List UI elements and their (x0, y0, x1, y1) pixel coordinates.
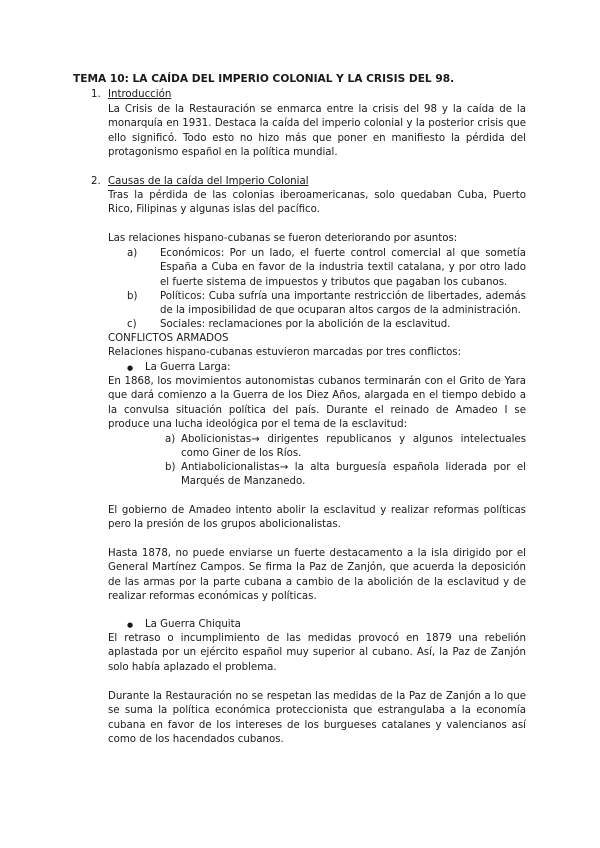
section-1-number: 1. (91, 89, 101, 100)
cause-a-label: a) (127, 248, 138, 259)
restauracion-paragraph: Durante la Restauración no se respetan las medidas de la Paz de Zanjón a lo que se suma la política económica proteccionista que estrangulaba a la economía cubana en favor de los intereses de los burgueses catalanes y valencianos así como de los hacendados cubanos. (108, 691, 526, 746)
section-1-heading: Introducción (108, 89, 172, 100)
guerra-chiquita-name: La Guerra Chiquita (145, 619, 241, 630)
section-2-number: 2. (91, 176, 101, 187)
conflicts-heading: CONFLICTOS ARMADOS (108, 333, 229, 344)
guerra-larga-paragraph-2: El gobierno de Amadeo intento abolir la esclavitud y realizar reformas políticas pero la presión de los grupos abolicionalistas. (108, 505, 526, 531)
bullet-icon: ● (127, 364, 134, 372)
causes-paragraph: Tras la pérdida de las colonias iberoamericanas, solo quedaban Cuba, Puerto Rico, Filipinas y algunas islas del pacífico. (108, 190, 526, 216)
guerra-larga-name: La Guerra Larga: (145, 362, 231, 373)
page-title: TEMA 10: LA CAÍDA DEL IMPERIO COLONIAL Y LA CRISIS DEL 98. (73, 73, 455, 85)
guerra-larga-paragraph: En 1868, los movimientos autonomistas cubanos terminarán con el Grito de Yara que dará comienzo a la Guerra de los Diez Años, alargada en el tiempo debido a la convulsa situación política del país. Durante el reinado de Amadeo I se produce una lucha ideológica por el tema de la esclavitud: (108, 376, 526, 431)
section-2-heading: Causas de la caída del Imperio Colonial (108, 176, 309, 187)
cause-a-text: Económicos: Por un lado, el fuerte control comercial al que sometía España a Cuba en favor de la industria textil catalana, y por otro lado el fuerte sistema de impuestos y tributos que pagaban los cubanos. (160, 248, 526, 288)
cause-c-label: c) (127, 319, 137, 330)
side-b-label: b) (165, 462, 176, 473)
relations-intro: Las relaciones hispano-cubanas se fueron deteriorando por asuntos: (108, 233, 458, 244)
side-b-text: Antiabolicionalistas→ la alta burguesía española liderada por el Marqués de Manzanedo. (181, 462, 526, 488)
side-a-text: Abolicionistas→ dirigentes republicanos y algunos intelectuales como Giner de los Ríos. (181, 434, 526, 460)
cause-b-label: b) (127, 291, 138, 302)
intro-paragraph: La Crisis de la Restauración se enmarca entre la crisis del 98 y la caída de la monarquía en 1931. Destaca la caída del imperio colonial y la posterior crisis que ello significó. Todo esto no hizo más que poner en manifiesto la pérdida del protagonismo español en la política mundial. (108, 104, 526, 159)
conflicts-intro: Relaciones hispano-cubanas estuvieron marcadas por tres conflictos: (108, 347, 462, 358)
cause-b-text: Políticos: Cuba sufría una importante restricción de libertades, además de la imposibilidad de que ocuparan altos cargos de la administración. (160, 291, 526, 317)
bullet-icon: ● (127, 621, 134, 629)
cause-c-text: Sociales: reclamaciones por la abolición de la esclavitud. (160, 319, 451, 330)
guerra-larga-paragraph-3: Hasta 1878, no puede enviarse un fuerte destacamento a la isla dirigido por el General Martínez Campos. Se firma la Paz de Zanjón, que acuerda la deposición de las armas por la parte cubana a cambio de la abolición de la esclavitud y de realizar reformas económicas y políticas. (108, 548, 526, 603)
guerra-chiquita-paragraph: El retraso o incumplimiento de las medidas provocó en 1879 una rebelión aplastada por un ejército español muy superior al cubano. Así, la Paz de Zanjón solo había aplazado el problema. (108, 633, 526, 673)
side-a-label: a) (165, 434, 176, 445)
